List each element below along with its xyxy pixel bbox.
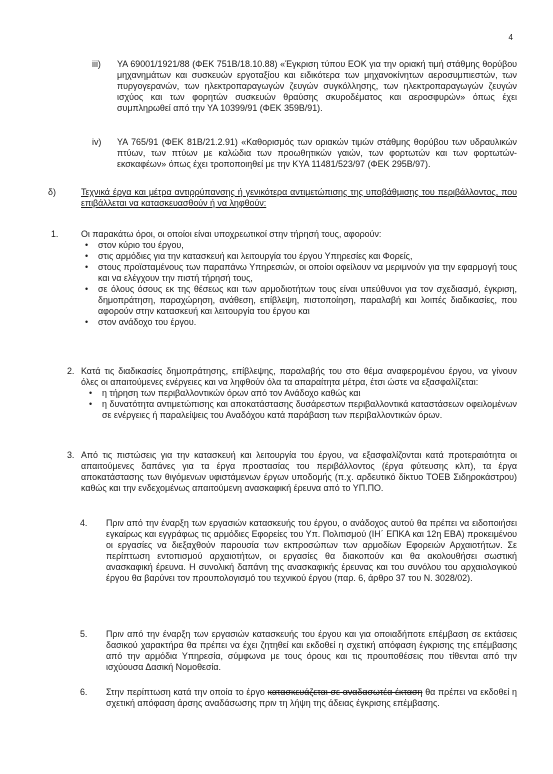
- item-2-bullet-list: [87, 388, 517, 421]
- item-4-text: Πριν από την έναρξη των εργασιών κατασκευής του έργου, ο ανάδοχος αυτού θα πρέπει να ειδοποιήσει εγκαίρως και εγγράφως τις αρμόδιες Εφορείες του Υπ. Πολιτισμού (ΙΗ΄ ΕΠΚΑ και 12η ΕΒΑ) προκειμένου οι εργασίες να διεξαχθούν παρουσία των εκπροσώπων των αρμοδίων Εφορειών Αρχαιοτήτων. Σε περίπτωση εντοπισμού αρχαιοτήτων, οι εργασίες θα διακοπούν και θα ακολουθήσει σωστική ανασκαφική έρευνα. Η συνολική δαπάνη της ανασκαφικής έρευνας και του συνόλου του αρχαιολογικού έργου θα βαρύνει τον προυπολογισμό του τεχνικού έργου (παρ. 6, άρθρο 37 του Ν. 3028/02).: [106, 518, 517, 583]
- item-2-number: 2.: [67, 366, 75, 376]
- item-1: [81, 229, 517, 328]
- list-item: • στον ανάδοχο του έργου.: [83, 317, 517, 328]
- section-d-label: δ): [48, 187, 56, 197]
- item-5-text: Πριν από την έναρξη των εργασιών κατασκευής του έργου και για οποιαδήποτε επέμβαση σε εκτάσεις δασικού χαρακτήρα θα πρέπει να έχει ζητηθεί και εκδοθεί η σχετική απόφαση έγκρισης της επέμβασης από την αρμόδια Υπηρεσία, σύμφωνα με τους όρους και τις προυποθέσεις που τίθενται από την ισχύουσα Δασική Νομοθεσία.: [106, 629, 517, 672]
- item-2: [81, 366, 517, 421]
- decision-iii-text: ΥΑ 69001/1921/88 (ΦΕΚ 751Β/18.10.88) «Έγκριση τύπου ΕΟΚ για την οριακή τιμή στάθμης θορύβου μηχανημάτων και συσκευών εργοταξίου και ειδικότερα των μηχανοκίνητων αεροσυμπιεστών, των πυργογερανών, των ηλεκτροπαραγωγών ζευγών συγκόλλησης, των ηλεκτροπαραγωγών ζευγών ισχύος και των φορητών συσκευών θραύσης σκυροδέματος και αεροσφυρών» όπως έχει συμπληρωθεί από την ΥΑ 10399/91 (ΦΕΚ 359Β/91).: [117, 59, 517, 113]
- item-5-number: 5.: [80, 629, 88, 639]
- list-item: • σε όλους όσους εκ της θέσεως και των αρμοδιοτήτων τους είναι υπεύθυνοι για τον σχεδιασμό, έγκριση, δημοπράτηση, παραχώρηση, ανάθεση, επίβλεψη, πιστοποίηση, παραλαβή και λοιπές διαδικασίες, που αφορούν στην κατασκευή και λειτουργία του έργου και: [83, 284, 517, 317]
- item-6-text: [106, 687, 517, 709]
- list-item: • η τήρηση των περιβαλλοντικών όρων από τον Ανάδοχο καθώς και: [87, 388, 517, 399]
- list-item: • στον κύριο του έργου,: [83, 240, 517, 251]
- item-6-struck-text: κατασκευάζεται σε αναδασωτέα έκταση: [267, 687, 423, 697]
- page-number: 4: [508, 33, 513, 42]
- item-2-intro: Κατά τις διαδικασίες δημοπράτησης, επίβλεψης, παραλαβής του στο θέμα αναφερομένου έργου, να γίνουν όλες οι απαιτούμενες ενέργειες και να ληφθούν όλα τα απαραίτητα μέτρα, έτσι ώστε να εξασφαλίζεται:: [81, 366, 517, 387]
- item-6-text-before: Στην περίπτωση κατά την οποία το έργο: [106, 687, 268, 697]
- item-3-text: Από τις πιστώσεις για την κατασκευή και λειτουργία του έργου, να εξασφαλίζονται κατά προτεραιότητα οι απαιτούμενες δαπάνες για τα έργα προστασίας του περιβάλλοντος (έργα φύτευσης κλπ), τα έργα αποκατάστασης των θιγόμενων υφιστάμενων έργων υποδομής (π.χ. αρδευτικό δίκτυο ΤΟΕΒ Σιδηροκάστρου) καθώς και την ενδεχομένως απαιτούμενη ανασκαφική έρευνα από το ΥΠ.ΠΟ.: [81, 450, 517, 493]
- decision-iv-label: iv): [92, 137, 102, 147]
- list-item: • η δυνατότητα αντιμετώπισης και αποκατάστασης δυσάρεστων περιβαλλοντικά καταστάσεων οφειλομένων σε ενέργειες ή παραλείψεις του Αναδόχου κατά παράβαση των περιβαλλοντικών όρων.: [87, 399, 517, 421]
- item-3-number: 3.: [67, 450, 75, 460]
- decision-iii-label: iii): [92, 59, 101, 69]
- item-1-bullet-list: [83, 240, 517, 328]
- item-4-number: 4.: [80, 518, 88, 528]
- list-item: • στους προϊσταμένους των παραπάνω Υπηρεσιών, οι οποίοι οφείλουν να μεριμνούν για την εφαρμογή τους και να ελέγχουν την πιστή τήρησή τους,: [83, 262, 517, 284]
- list-item: • στις αρμόδιες για την κατασκευή και λειτουργία του έργου Υπηρεσίες και Φορείς,: [83, 251, 517, 262]
- item-6-number: 6.: [80, 687, 88, 697]
- decision-iv-text: ΥΑ 765/91 (ΦΕΚ 81Β/21.2.91) «Καθορισμός των οριακών τιμών στάθμης θορύβου των υδραυλικών πτύων, των πτύων με καλώδια των προωθητικών γαιών, των φορτωτών και των φορτωτών-εκσκαφέων» όπως έχει τροποποιηθεί με την ΚΥΑ 11481/523/97 (ΦΕΚ 295Β/97).: [117, 137, 517, 169]
- section-d-heading: Τεχνικά έργα και μέτρα αντιρρύπανσης ή γενικότερα αντιμετώπισης της υποβάθμισης του περιβάλλοντος, που επιβάλλεται να κατασκευασθούν ή να ληφθούν:: [81, 187, 517, 208]
- item-1-number: 1.: [51, 229, 59, 239]
- item-6-text-after: θα πρέπει να εκδοθεί η σχετική απόφαση άρσης αναδάσωσης πριν τη λήψη της άδειας έγκρισης επέμβασης.: [106, 687, 517, 708]
- item-1-intro: Οι παρακάτω όροι, οι οποίοι είναι υποχρεωτικοί στην τήρησή τους, αφορούν:: [81, 229, 382, 239]
